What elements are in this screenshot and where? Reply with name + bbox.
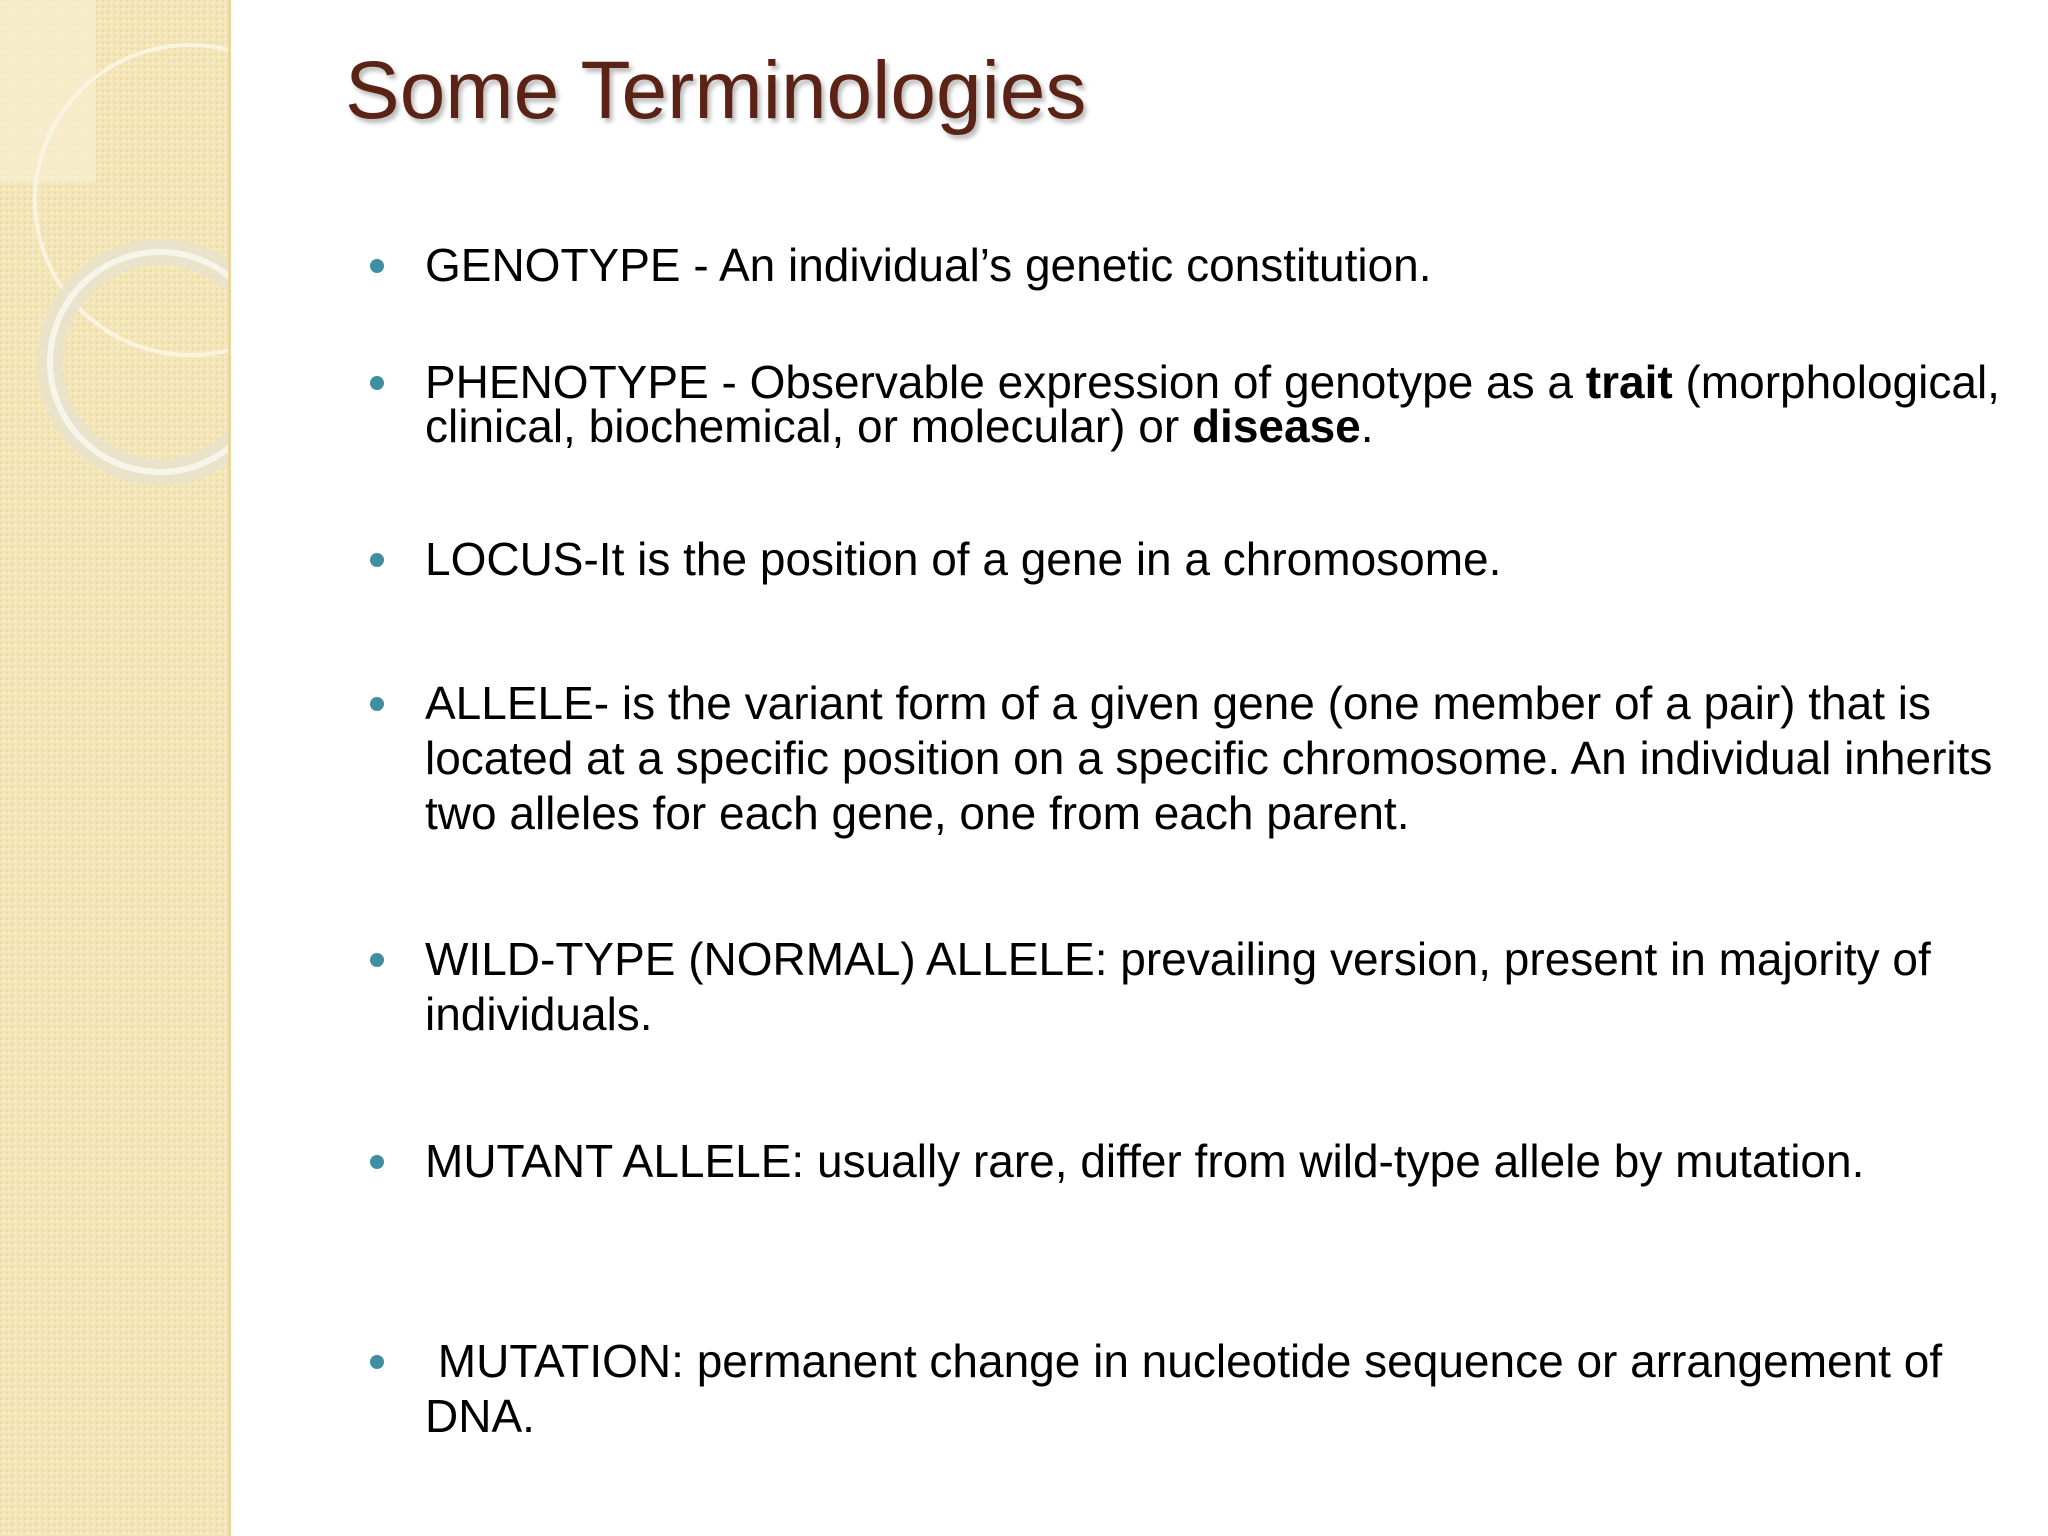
bullet-text bbox=[425, 533, 1501, 585]
bullet-mutation bbox=[425, 1334, 2015, 1444]
bullet-text-part: MUTATION: permanent change in nucleotide sequence or arrangement of DNA. bbox=[425, 1335, 1955, 1442]
bullet-text-part: LOCUS-It is the position of a gene in a chromosome. bbox=[425, 533, 1502, 585]
bullet-text bbox=[425, 933, 1931, 1040]
bullet-text-part: ALLELE- is the variant form of a given gene (one member of a pair) that is located at a specific position on a specific chromosome. An individual inherits two alleles for each gene, one from each parent. bbox=[425, 677, 1993, 839]
bold-term-disease: disease bbox=[1191, 400, 1361, 452]
bullet-text bbox=[425, 356, 2000, 452]
bullet-text bbox=[425, 1335, 1955, 1442]
bullet-mutant-allele bbox=[425, 1134, 2015, 1189]
bullet-text bbox=[425, 677, 1992, 839]
slide-title: Some Terminologies bbox=[345, 45, 1087, 136]
bullet-text-part: PHENOTYPE - Observable expression of genotype as a bbox=[425, 356, 1586, 408]
bullet-dot-icon bbox=[370, 697, 384, 711]
bullet-phenotype bbox=[425, 356, 2015, 452]
bullet-text-part: GENOTYPE - An individual’s genetic constitution. bbox=[425, 239, 1432, 291]
bullet-text bbox=[425, 1135, 1864, 1187]
bullet-wild-type-allele bbox=[425, 932, 2015, 1042]
bullet-text-part: (morphological, clinical, biochemical, or molecular) or bbox=[425, 356, 2000, 452]
bullet-text-part: WILD-TYPE (NORMAL) ALLELE: prevailing version, present in majority of individuals. bbox=[425, 933, 1931, 1040]
bullet-locus bbox=[425, 532, 2015, 587]
bullet-genotype bbox=[425, 238, 2015, 293]
bullet-dot-icon bbox=[370, 553, 384, 567]
bullet-dot-icon bbox=[370, 1355, 384, 1369]
bullet-text bbox=[425, 239, 1432, 291]
bullet-text-part: . bbox=[1360, 400, 1374, 452]
bullet-dot-icon bbox=[370, 376, 384, 390]
bullet-text-part: MUTANT ALLELE: usually rare, differ from wild-type allele by mutation. bbox=[425, 1135, 1865, 1187]
bullet-dot-icon bbox=[370, 259, 384, 273]
bullet-dot-icon bbox=[370, 1155, 384, 1169]
bullet-dot-icon bbox=[370, 953, 384, 967]
bold-term-trait: trait bbox=[1585, 356, 1673, 408]
bullet-allele bbox=[425, 676, 2015, 841]
